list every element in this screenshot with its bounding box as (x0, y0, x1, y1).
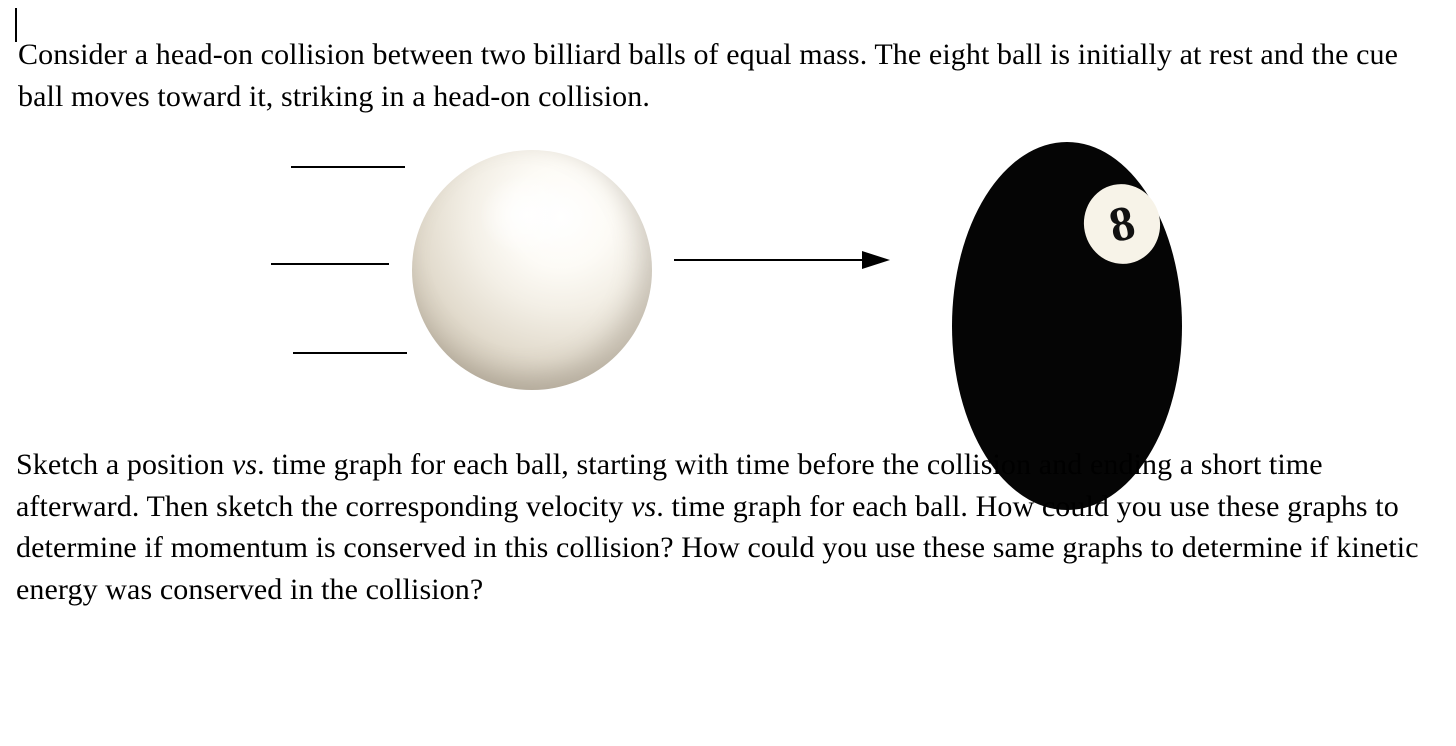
arrow-shaft (674, 259, 862, 261)
paragraph-question (16, 444, 1444, 611)
question-part-3: . time graph for each ball. How could you use these graphs to determine if momentum is conserved in this collision? How could you use these same graphs to determine if kinetic energy was conserved in the collision? (16, 489, 1419, 607)
paragraph-intro: Consider a head-on collision between two billiard balls of equal mass. The eight ball is initially at rest and the cue ball moves toward it, striking in a head-on collision. (18, 38, 1399, 113)
billiard-collision-figure (0, 130, 1456, 400)
question-part-2: . time graph for each ball, starting with time before the collision and ending a short time afterward. Then sketch the corresponding velocity (16, 448, 1323, 523)
text-caret (15, 8, 17, 42)
question-part-1: Sketch a position (16, 448, 232, 481)
blank-answer-line-2 (271, 263, 389, 265)
cue-ball-icon (412, 150, 652, 390)
velocity-arrow-icon (674, 248, 890, 272)
arrow-head (862, 251, 890, 269)
blank-answer-line-1 (291, 166, 405, 168)
question-italic-2: vs (631, 489, 657, 523)
question-italic-1: vs (231, 448, 258, 481)
blank-answer-line-3 (293, 352, 407, 354)
eight-ball-number-label: 8 (1104, 193, 1140, 253)
